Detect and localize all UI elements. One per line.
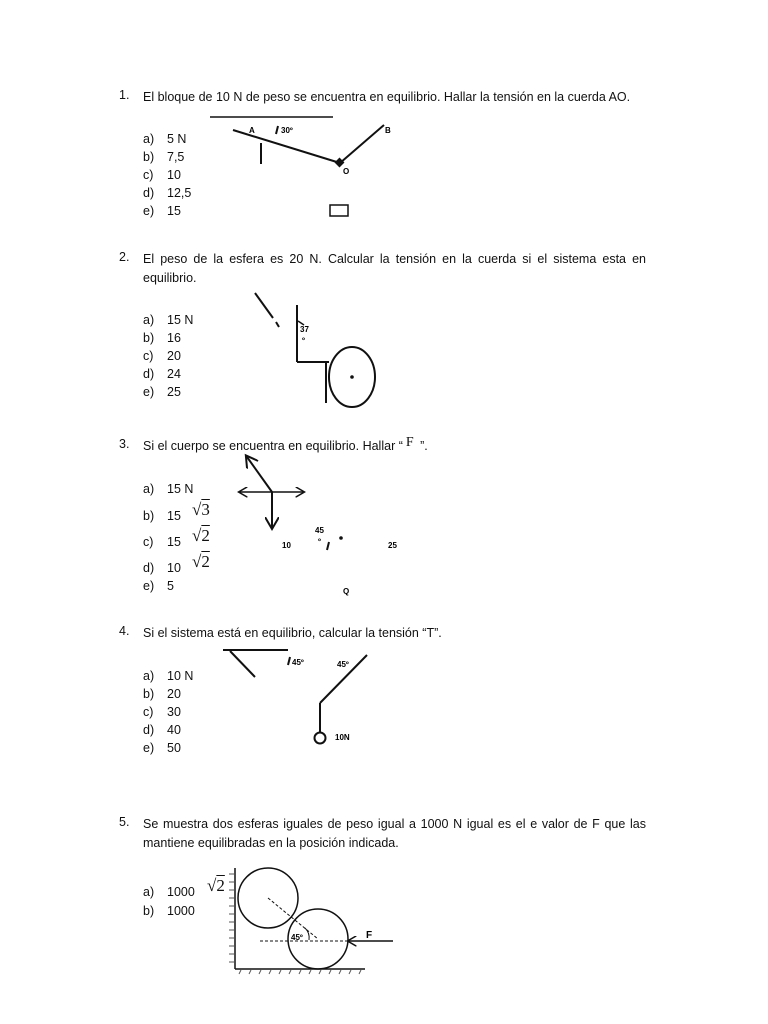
rope-left <box>230 651 255 677</box>
angle-arc <box>305 928 309 940</box>
question-text-after: ”. <box>416 439 428 453</box>
figure-4 <box>215 643 385 753</box>
knot-o <box>335 158 345 168</box>
angle-mark <box>276 126 278 134</box>
option-e <box>143 385 181 403</box>
sqrt-radicand: 2 <box>201 526 210 545</box>
option-value: 16 <box>167 331 181 345</box>
option-b <box>143 150 184 168</box>
figure-1 <box>200 110 400 225</box>
option-value: 15 <box>167 535 181 549</box>
variable-f: F <box>405 435 414 450</box>
weight-ring <box>315 733 326 744</box>
option-d <box>143 186 191 204</box>
option-letter: e) <box>143 204 155 218</box>
option-d <box>143 723 181 741</box>
angle-mark-left <box>288 657 290 665</box>
question-number: 3. <box>119 437 130 451</box>
option-letter: a) <box>143 482 155 496</box>
option-c <box>143 168 181 186</box>
sqrt-symbol: √2 <box>192 552 210 571</box>
option-letter: b) <box>143 150 155 164</box>
option-value: 24 <box>167 367 181 381</box>
rope-dash <box>276 322 279 327</box>
option-value: 5 N <box>167 132 187 146</box>
option-letter: a) <box>143 669 155 683</box>
option-value: 20 <box>167 687 181 701</box>
option-d <box>143 561 181 579</box>
sqrt-radicand: 3 <box>201 500 210 519</box>
option-value: 15 N <box>167 313 194 327</box>
angle-label: 30º <box>281 126 293 135</box>
option-a <box>143 482 193 500</box>
question-number: 5. <box>119 815 130 829</box>
point-dot <box>339 536 343 540</box>
angle-right-label: 45º <box>337 660 349 669</box>
rope-bo <box>340 125 384 163</box>
label-a: A <box>249 126 255 135</box>
sqrt-radicand: 2 <box>201 552 210 571</box>
rope-upper <box>255 293 273 318</box>
option-letter: c) <box>143 535 154 549</box>
label-o: O <box>343 167 350 176</box>
sqrt-radicand: 2 <box>216 876 225 895</box>
question-text: Si el sistema está en equilibrio, calcular la tensión “T”. <box>143 626 442 640</box>
option-a <box>143 132 186 150</box>
option-letter: b) <box>143 331 155 345</box>
arrow-diagonal <box>247 457 272 492</box>
option-e <box>143 204 181 222</box>
option-e <box>143 741 181 759</box>
option-a <box>143 313 193 331</box>
figure-5 <box>225 862 400 977</box>
option-value: 40 <box>167 723 181 737</box>
angle-label: 45º <box>291 933 303 942</box>
label-25: 25 <box>388 541 397 550</box>
sqrt-symbol: √2 <box>192 526 210 545</box>
option-b <box>143 331 181 349</box>
wall-hatching <box>229 874 234 962</box>
option-value: 50 <box>167 741 181 755</box>
option-letter: d) <box>143 186 155 200</box>
option-letter: c) <box>143 705 154 719</box>
option-letter: a) <box>143 313 155 327</box>
option-b <box>143 904 195 922</box>
option-value: 20 <box>167 349 181 363</box>
option-letter: c) <box>143 349 154 363</box>
option-d <box>143 367 181 385</box>
label-q: Q <box>343 587 350 596</box>
question-text: Se muestra dos esferas iguales de peso igual a 1000 N igual es el e valor de F que las mantiene equilibradas en la posición indicada. <box>143 817 646 850</box>
option-e <box>143 579 174 597</box>
option-value: 12,5 <box>167 186 192 200</box>
question-number: 4. <box>119 624 130 638</box>
option-letter: e) <box>143 385 155 399</box>
option-value: 25 <box>167 385 181 399</box>
figure-3 <box>230 450 420 600</box>
option-letter: a) <box>143 132 155 146</box>
option-letter: d) <box>143 723 155 737</box>
option-letter: a) <box>143 885 155 899</box>
option-c <box>143 535 181 553</box>
option-value: 10 <box>167 168 181 182</box>
option-value: 15 <box>167 509 181 523</box>
option-c <box>143 705 181 723</box>
option-letter: b) <box>143 687 155 701</box>
option-value: 15 N <box>167 482 194 496</box>
option-letter: e) <box>143 579 155 593</box>
question-number: 2. <box>119 250 130 264</box>
question-number: 1. <box>119 88 130 102</box>
floor-hatching <box>239 970 361 974</box>
option-letter: c) <box>143 168 154 182</box>
option-value: 15 <box>167 204 181 218</box>
sqrt-symbol: √3 <box>192 500 210 519</box>
angle-number: 45 <box>315 526 324 535</box>
option-value: 5 <box>167 579 174 593</box>
angle-mark <box>327 542 329 550</box>
option-a <box>143 669 193 687</box>
option-letter: b) <box>143 904 155 918</box>
option-letter: b) <box>143 509 155 523</box>
option-b <box>143 687 181 705</box>
option-value: 10 <box>167 561 181 575</box>
option-letter: e) <box>143 741 155 755</box>
option-b <box>143 509 181 527</box>
angle-degree: º <box>302 336 305 345</box>
figure-2 <box>245 285 385 415</box>
option-a <box>143 885 195 903</box>
weight-label: 10N <box>335 733 350 742</box>
option-value: 10 N <box>167 669 194 683</box>
force-label: F <box>366 930 373 941</box>
option-letter: d) <box>143 367 155 381</box>
question-text-before: Si el cuerpo se encuentra en equilibrio. Hallar “ <box>143 439 403 453</box>
label-b: B <box>385 126 391 135</box>
option-value: 7,5 <box>167 150 185 164</box>
block <box>330 205 348 216</box>
sphere-center <box>350 375 354 379</box>
angle-degree: º <box>318 537 321 546</box>
label-10: 10 <box>282 541 291 550</box>
question-text: El peso de la esfera es 20 N. Calcular la tensión en la cuerda si el sistema esta en equilibrio. <box>143 252 646 285</box>
option-letter: d) <box>143 561 155 575</box>
option-value: 30 <box>167 705 181 719</box>
angle-number: 37 <box>300 325 309 334</box>
sqrt-symbol: √2 <box>207 876 225 895</box>
question-text: El bloque de 10 N de peso se encuentra en equilibrio. Hallar la tensión en la cuerda AO. <box>143 90 631 104</box>
option-value: 1000 <box>167 885 195 899</box>
option-value: 1000 <box>167 904 195 918</box>
option-c <box>143 349 181 367</box>
angle-left-label: 45º <box>292 658 304 667</box>
